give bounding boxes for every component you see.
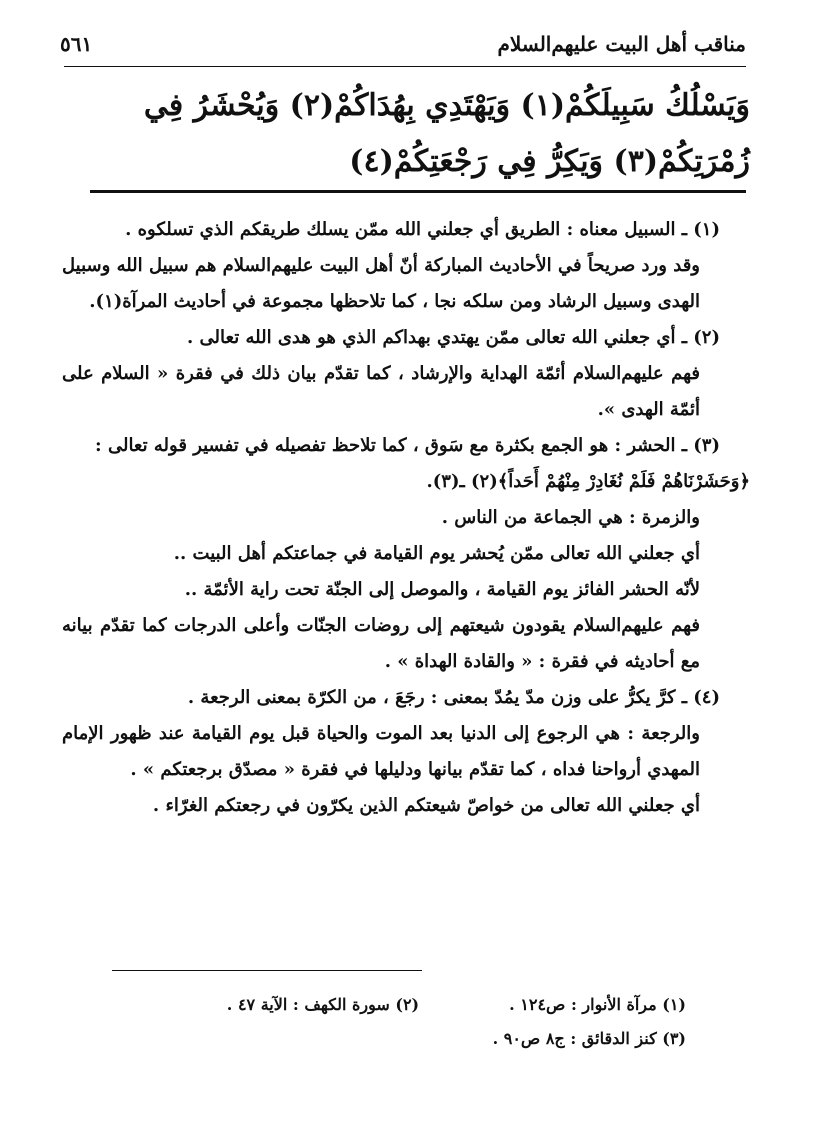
main-verse: وَيَسْلُكُ سَبِيلَكُمْ(١) وَيَهْتَدِي بِهُدَاكُمْ(٢) وَيُحْشَرُ فِي زُمْرَتِكُمْ(٣) وَيَكِرُّ فِي رَجْعَتِكُمْ(٤) bbox=[143, 88, 750, 179]
note-3-paragraph: (٣) ـ الحشر : هو الجمع بكثرة مع سَوق ، كما تلاحظ تفصيله في تفسير قوله تعالى : bbox=[95, 435, 720, 456]
running-title: مناقب أهل البيت عليهم‌السلام bbox=[497, 32, 746, 56]
header-divider bbox=[64, 66, 746, 67]
footnotes bbox=[120, 988, 686, 1056]
footnote-divider bbox=[112, 970, 422, 971]
note-3-reason: لأنّه الحشر الفائز يوم القيامة ، والموصل إلى الجنّة تحت راية الأئمّة .. bbox=[184, 579, 700, 600]
footnote-2: (٢) سورة الكهف : الآية ٤٧ . bbox=[226, 995, 420, 1014]
note-2-paragraph: (٢) ـ أي جعلني الله تعالى ممّن يهتدي بهداكم الذي هو هدى الله تعالى . bbox=[187, 327, 720, 348]
note-3-leaders: فهم عليهم‌السلام يقودون شيعتهم إلى روضات الجنّات وأعلى الدرجات كما تقدّم بيانه مع أحاديثه في فقرة : « والقادة الهداة » . bbox=[62, 615, 700, 672]
commentary-body bbox=[62, 212, 750, 824]
verse-divider bbox=[90, 190, 746, 193]
quran-quote: ﴿وَحَشَرْنَاهُمْ فَلَمْ نُغَادِرْ مِنْهُمْ أَحَداً﴾(٢) ـ(٣). bbox=[426, 471, 750, 492]
note-2-continuation: فهم عليهم‌السلام أئمّة الهداية والإرشاد ، كما تقدّم بيان ذلك في فقرة « السلام على أئمّة الهدى ». bbox=[62, 363, 700, 420]
note-1-paragraph: (١) ـ السبيل معناه : الطريق أي جعلني الله ممّن يسلك طريقكم الذي تسلكوه . bbox=[125, 219, 720, 240]
page-header bbox=[60, 24, 746, 64]
page-number: ٥٦١ bbox=[60, 32, 93, 56]
note-1-continuation: وقد ورد صريحاً في الأحاديث المباركة أنّ أهل البيت عليهم‌السلام هم سبيل الله وسبيل الهدى وسبيل الرشاد ومن سلكه نجا ، كما تلاحظها مجموعة في أحاديث المرآة(١). bbox=[62, 255, 700, 312]
note-4-raja: والرجعة : هي الرجوع إلى الدنيا بعد الموت والحياة قبل يوم القيامة عند ظهور الإمام المهدي أرواحنا فداه ، كما تقدّم بيانها ودليلها في فقرة « مصدّق برجعتكم » . bbox=[62, 723, 700, 780]
footnote-row bbox=[120, 1022, 686, 1056]
note-4-meaning: أي جعلني الله تعالى من خواصّ شيعتكم الذين يكرّون في رجعتكم الغرّاء . bbox=[152, 795, 700, 816]
note-3-meaning: أي جعلني الله تعالى ممّن يُحشر يوم القيامة في جماعتكم أهل البيت .. bbox=[173, 543, 700, 564]
note-4-paragraph: (٤) ـ كرَّ يكرُّ على وزن مدّ يمُدّ بمعنى : رجَعَ ، من الكرّة بمعنى الرجعة . bbox=[187, 687, 720, 708]
note-3-zumra: والزمرة : هي الجماعة من الناس . bbox=[441, 507, 700, 528]
footnote-3: (٣) كنز الدقائق : ج٨ ص٩٠ . bbox=[492, 1029, 686, 1048]
footnote-row bbox=[120, 988, 686, 1022]
footnote-1: (١) مرآة الأنوار : ص١٢٤ . bbox=[509, 995, 686, 1014]
